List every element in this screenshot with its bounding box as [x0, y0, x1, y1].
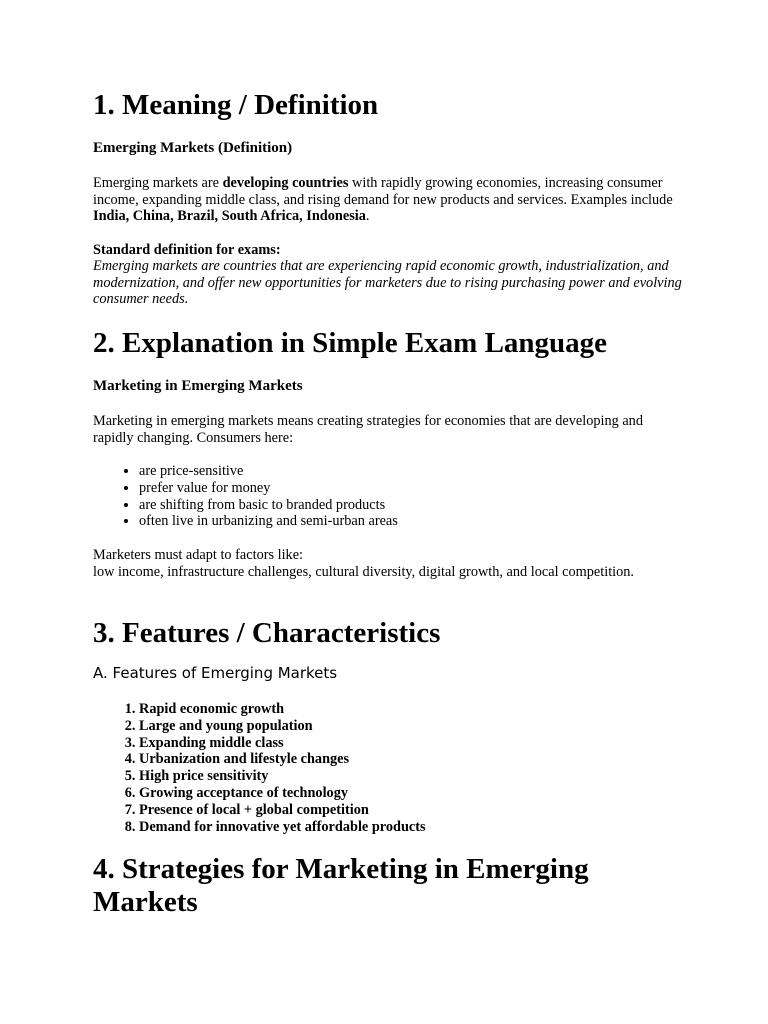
section-2-subheading: Marketing in Emerging Markets [93, 378, 303, 394]
definition-label-text: Standard definition for exams: [93, 242, 281, 258]
section-2-factors-paragraph [93, 547, 634, 580]
bold-text: developing countries [222, 175, 349, 191]
list-item: 7. Presence of local + global competition [139, 802, 729, 819]
section-1-subheading: Emerging Markets (Definition) [93, 140, 293, 156]
list-item: • prefer value for money [139, 480, 729, 497]
list-item: 6. Growing acceptance of technology [139, 785, 729, 802]
text-run: Emerging markets are [93, 175, 223, 191]
list-item: • often live in urbanizing and semi-urban areas [139, 513, 729, 530]
list-item: 3. Expanding middle class [139, 735, 729, 752]
list-item: 2. Large and young population [139, 718, 729, 735]
definition-text: Emerging markets are countries that are experiencing rapid economic growth, industrialization, and modernization, and offer new opportunities for marketers due to rising purchasing power and evolving consumer needs. [93, 258, 682, 307]
list-item: 4. Urbanization and lifestyle changes [139, 751, 729, 768]
features-list [93, 701, 729, 835]
section-4-heading: 4. Strategies for Marketing in Emerging Markets [93, 853, 589, 918]
text-run: with rapidly growing economies, increasing consumer income, expanding middle class, and rising demand for new products and services. Examples include [93, 175, 673, 208]
list-item: • are shifting from basic to branded products [139, 497, 729, 514]
text-run: low income, infrastructure challenges, cultural diversity, digital growth, and local competition. [93, 563, 635, 580]
section-1-heading: 1. Meaning / Definition [93, 89, 379, 121]
list-item: • are price-sensitive [139, 463, 729, 480]
list-item: 1. Rapid economic growth [139, 701, 729, 718]
section-2-paragraph: Marketing in emerging markets means creating strategies for economies that are developing and rapidly changing. Consumers here: [93, 413, 643, 446]
section-1-paragraph [93, 175, 683, 225]
section-2-heading: 2. Explanation in Simple Exam Language [93, 327, 608, 359]
text-run: Marketers must adapt to factors like: [93, 547, 304, 563]
section-3-subheading: A. Features of Emerging Markets [93, 664, 338, 682]
list-item: 5. High price sensitivity [139, 768, 729, 785]
section-3-heading: 3. Features / Characteristics [93, 617, 441, 649]
definition-label [93, 242, 281, 259]
text-run: . [365, 208, 370, 224]
list-item: 8. Demand for innovative yet affordable products [139, 819, 729, 836]
consumer-traits-list [93, 463, 729, 530]
bold-text: India, China, Brazil, South Africa, Indonesia [93, 208, 366, 224]
